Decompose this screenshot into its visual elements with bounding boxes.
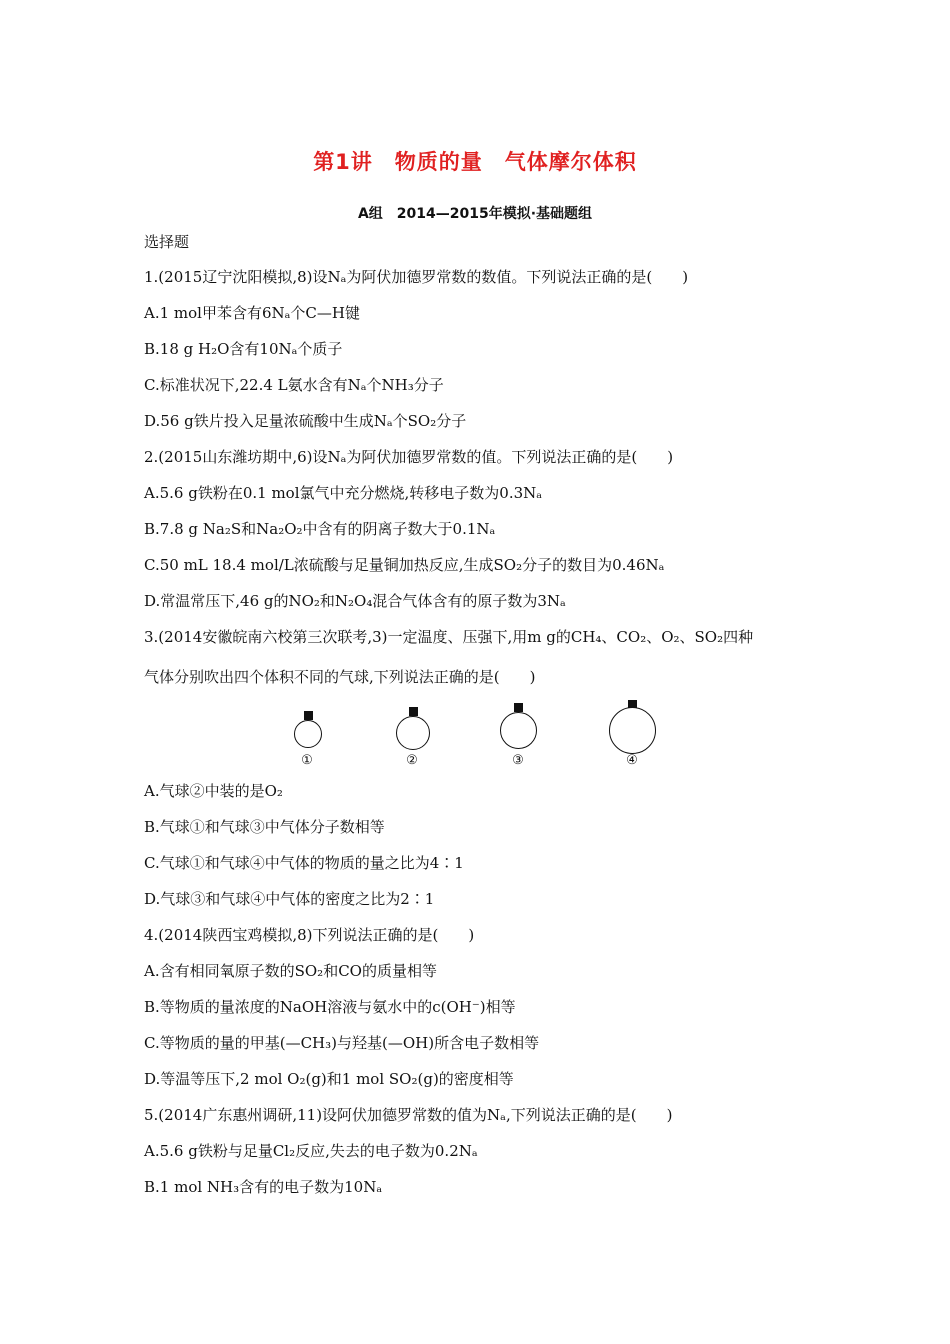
balloon-label-2: ② [406, 753, 418, 768]
question-2-option-a: A.5.6 g铁粉在0.1 mol氯气中充分燃烧,转移电子数为0.3Nₐ [144, 484, 543, 502]
question-1-option-a: A.1 mol甲苯含有6Nₐ个C—H键 [144, 304, 360, 322]
section-label: 选择题 [144, 233, 190, 251]
balloon-circle [609, 707, 656, 754]
question-4-option-d: D.等温等压下,2 mol O₂(g)和1 mol SO₂(g)的密度相等 [144, 1070, 514, 1088]
balloon-figure [280, 700, 680, 770]
page-title: 第1讲 物质的量 气体摩尔体积 [313, 150, 637, 174]
question-3-option-b: B.气球①和气球③中气体分子数相等 [144, 818, 385, 836]
question-5-option-a: A.5.6 g铁粉与足量Cl₂反应,失去的电子数为0.2Nₐ [144, 1142, 478, 1160]
question-2-stem: 2.(2015山东潍坊期中,6)设Nₐ为阿伏加德罗常数的值。下列说法正确的是( ) [144, 448, 674, 466]
question-2-option-c: C.50 mL 18.4 mol/L浓硫酸与足量铜加热反应,生成SO₂分子的数目为0.46Nₐ [144, 556, 665, 574]
question-3-option-a: A.气球②中装的是O₂ [144, 782, 283, 800]
question-1-stem: 1.(2015辽宁沈阳模拟,8)设Nₐ为阿伏加德罗常数的数值。下列说法正确的是( ) [144, 268, 689, 286]
balloon-circle [396, 716, 430, 750]
question-1-option-d: D.56 g铁片投入足量浓硫酸中生成Nₐ个SO₂分子 [144, 412, 467, 430]
balloon-label-1: ① [301, 753, 313, 768]
question-3-stem-line-1: 3.(2014安徽皖南六校第三次联考,3)一定温度、压强下,用m g的CH₄、CO₂、O₂、SO₂四种 [144, 628, 754, 646]
question-3-option-c: C.气球①和气球④中气体的物质的量之比为4∶1 [144, 854, 464, 872]
question-3-option-d: D.气球③和气球④中气体的密度之比为2∶1 [144, 890, 435, 908]
question-5-stem: 5.(2014广东惠州调研,11)设阿伏加德罗常数的值为Nₐ,下列说法正确的是( ) [144, 1106, 673, 1124]
group-subtitle: A组 2014—2015年模拟·基础题组 [357, 206, 593, 222]
balloon-label-3: ③ [512, 753, 524, 768]
question-4-option-c: C.等物质的量的甲基(—CH₃)与羟基(—OH)所含电子数相等 [144, 1034, 540, 1052]
balloon-circle [500, 712, 537, 749]
question-4-stem: 4.(2014陕西宝鸡模拟,8)下列说法正确的是( ) [144, 926, 475, 944]
question-4-option-b: B.等物质的量浓度的NaOH溶液与氨水中的c(OH⁻)相等 [144, 998, 516, 1016]
balloon-knob [304, 711, 313, 720]
question-1-option-c: C.标准状况下,22.4 L氨水含有Nₐ个NH₃分子 [144, 376, 444, 394]
question-5-option-b: B.1 mol NH₃含有的电子数为10Nₐ [144, 1178, 383, 1196]
question-2-option-d: D.常温常压下,46 g的NO₂和N₂O₄混合气体含有的原子数为3Nₐ [144, 592, 566, 610]
question-4-option-a: A.含有相同氧原子数的SO₂和CO的质量相等 [144, 962, 437, 980]
balloon-circle [294, 720, 322, 748]
question-2-option-b: B.7.8 g Na₂S和Na₂O₂中含有的阴离子数大于0.1Nₐ [144, 520, 496, 538]
question-3-stem-line-2: 气体分别吹出四个体积不同的气球,下列说法正确的是( ) [144, 668, 536, 686]
balloon-label-4: ④ [626, 753, 638, 768]
balloon-knob [409, 707, 418, 716]
balloon-knob [514, 703, 523, 712]
question-1-option-b: B.18 g H₂O含有10Nₐ个质子 [144, 340, 343, 358]
